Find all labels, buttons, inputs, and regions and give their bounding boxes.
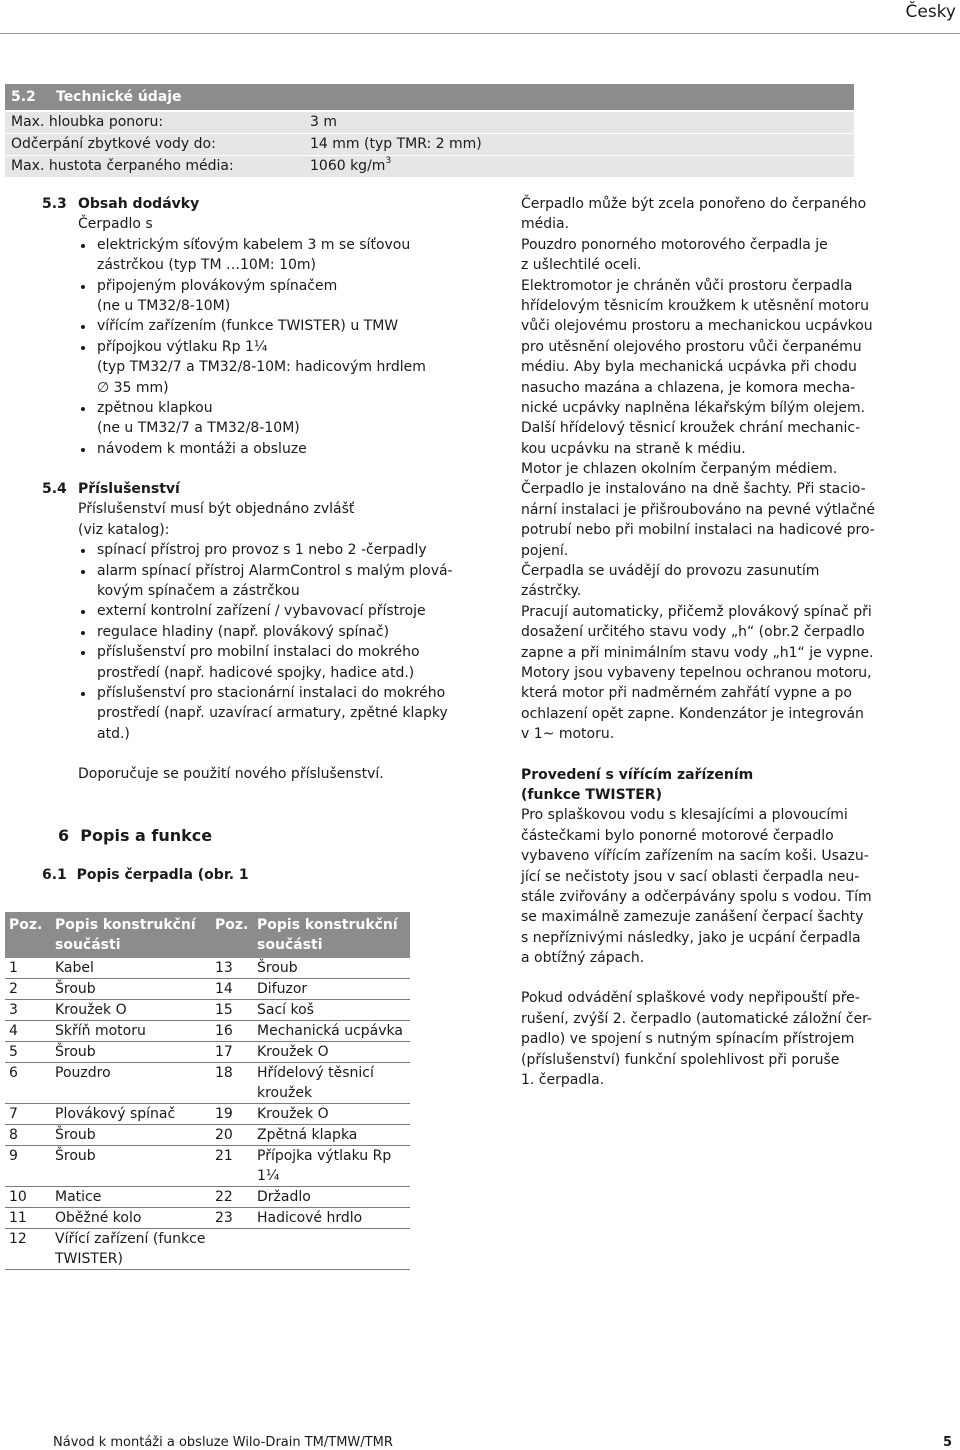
text-line: (viz katalog): (78, 521, 170, 538)
text-line: 1. čerpadla. (521, 1072, 605, 1089)
text-line: (příslušenství) funkční spolehlivost při poruše (521, 1051, 840, 1068)
section-number: 5.4 (42, 481, 67, 498)
table-cell: Šroub (51, 979, 211, 1000)
text-line: z ušlechtilé oceli. (521, 257, 642, 274)
text-line: Čerpadla se uvádějí do provozu zasunutím (521, 563, 820, 580)
table-cell: Šroub (51, 1146, 211, 1187)
header-divider (0, 33, 960, 34)
bullet-item: regulace hladiny (např. plovákový spínač) (78, 622, 498, 642)
table-cell: 8 (5, 1125, 51, 1146)
spec-value-text: 1060 kg/m (310, 158, 386, 174)
text-line: ochlazení opět zapne. Kondenzátor je integrován (521, 705, 864, 722)
text-line: Čerpadlo může být zcela ponořeno do čerpaného (521, 196, 867, 212)
table-cell: 17 (211, 1042, 253, 1063)
text-line: Motory jsou vybaveny tepelnou ochranou motoru, (521, 664, 872, 681)
bullet-item: přípojkou výtlaku Rp 1¼ (78, 337, 498, 357)
text-line: Motor je chlazen okolním čerpaným médiem. (521, 461, 838, 478)
table-row (5, 958, 410, 979)
bullet-item: příslušenství pro mobilní instalaci do mokrého (78, 642, 498, 662)
text-line: zástrčkou (typ TM …10M: 10m) (97, 257, 316, 274)
table-cell: Hřídelový těsnicí kroužek (253, 1063, 410, 1104)
table-row (5, 1042, 410, 1063)
text-line: média. (521, 216, 570, 233)
text-line: částečkami bylo ponorné motorové čerpadlo (521, 827, 834, 844)
table-cell: 11 (5, 1208, 51, 1229)
column-header: Popis konstrukční součásti (55, 917, 196, 953)
table-row (5, 1000, 410, 1021)
text-line: s nepříznivými následky, jako je ucpání čerpadla (521, 929, 861, 946)
text-line: jící se nečistoty jsou v sací oblasti čerpadla neu- (521, 868, 860, 885)
text-line: rušení, zvýší 2. čerpadlo (automatické záložní čer- (521, 1010, 872, 1027)
bullet-item: připojeným plovákovým spínačem (78, 276, 498, 296)
table-cell: Zpětná klapka (253, 1125, 410, 1146)
text-line: prostředí (např. uzavírací armatury, zpětné klapky (97, 705, 448, 722)
table-cell: 5 (5, 1042, 51, 1063)
table-cell: 3 (5, 1000, 51, 1021)
column-header: Poz. (215, 917, 249, 933)
delivery-list (78, 214, 498, 459)
text-line: (funkce TWISTER) (521, 786, 662, 803)
column-header: Poz. (9, 917, 43, 933)
text-line: pro utěsnění olejového prostoru vůči čerpanému (521, 338, 862, 355)
recommendation-text: Doporučuje se použití nového příslušenství. (78, 766, 384, 783)
right-column (521, 194, 951, 1090)
text-line: pojení. (521, 542, 569, 559)
section-title: Příslušenství (78, 481, 180, 498)
spec-label: Max. hloubka ponoru: (11, 114, 164, 130)
table-cell: Difuzor (253, 979, 410, 1000)
text-line: Pouzdro ponorného motorového čerpadla je (521, 236, 828, 253)
table-cell: 18 (211, 1063, 253, 1104)
text-line: nární instalaci je přišroubováno na pevné výtlačné (521, 501, 876, 518)
text-line: zástrčky. (521, 583, 582, 600)
table-cell: 4 (5, 1021, 51, 1042)
table-cell: 21 (211, 1146, 253, 1187)
spec-value-text: 3 m (310, 114, 337, 130)
spec-section-header (5, 84, 854, 110)
table-cell: 19 (211, 1104, 253, 1125)
spec-row (5, 156, 854, 177)
text-line: nické ucpávky naplněna lékařským bílým olejem. (521, 399, 866, 416)
section-number: 5.2 (11, 89, 36, 105)
text-line: Čerpadlo s (78, 216, 153, 233)
table-cell: Kroužek O (253, 1042, 410, 1063)
spec-value (310, 156, 391, 177)
spec-table (5, 112, 854, 178)
twister-heading (521, 765, 951, 806)
section-title: Obsah dodávky (78, 196, 200, 212)
table-cell: Skříň motoru (51, 1021, 211, 1042)
text-line: prostředí (např. hadicové spojky, hadice atd.) (97, 664, 415, 681)
table-row (5, 1146, 410, 1187)
text-line: stále zviřovány a odčerpávány spolu s vodou. Tím (521, 888, 872, 905)
text-line: ∅ 35 mm) (97, 379, 169, 396)
section-heading-6 (58, 826, 212, 845)
section-heading-5-4 (42, 479, 498, 499)
table-cell: Hadicové hrdlo (253, 1208, 410, 1229)
table-row (5, 1125, 410, 1146)
table-cell (253, 1229, 410, 1270)
text-line: (typ TM32/7 a TM32/8-10M: hadicovým hrdlem (97, 359, 426, 376)
text-line: hřídelovým těsnicím kroužkem k utěsnění motoru (521, 297, 870, 314)
bullet-item: vířícím zařízením (funkce TWISTER) u TMW (78, 316, 498, 336)
table-cell: 14 (211, 979, 253, 1000)
text-line: zapne a při minimálním stavu vody „h1“ je vypne. (521, 644, 874, 661)
text-line: Pracují automaticky, přičemž plovákový spínač při (521, 603, 872, 620)
text-line: Pokud odvádění splaškové vody nepřipouští pře- (521, 990, 860, 1007)
table-cell: 22 (211, 1187, 253, 1208)
text-line: kovým spínačem a zástrčkou (97, 583, 300, 600)
parts-table (5, 912, 410, 1270)
table-cell: Pouzdro (51, 1063, 211, 1104)
text-line: (ne u TM32/8-10M) (97, 297, 231, 314)
table-cell: 23 (211, 1208, 253, 1229)
text-line: potrubí nebo při mobilní instalaci na hadicové pro- (521, 522, 875, 539)
text-line: dosažení určitého stavu vody „h“ (obr.2 čerpadlo (521, 624, 865, 641)
table-cell: 1 (5, 958, 51, 979)
table-cell: 15 (211, 1000, 253, 1021)
bullet-item: alarm spínací přístroj AlarmControl s malým plová- (78, 561, 498, 581)
table-cell: 7 (5, 1104, 51, 1125)
table-cell: Plovákový spínač (51, 1104, 211, 1125)
table-cell: 16 (211, 1021, 253, 1042)
table-cell: 2 (5, 979, 51, 1000)
bullet-item: spínací přístroj pro provoz s 1 nebo 2 -čerpadly (78, 540, 498, 560)
table-row (5, 1208, 410, 1229)
bullet-item: externí kontrolní zařízení / vybavovací přístroje (78, 601, 498, 621)
table-row (5, 1063, 410, 1104)
text-line: která motor při nadměrném zahřátí vypne a po (521, 685, 852, 702)
text-line: Elektromotor je chráněn vůči prostoru čerpadla (521, 277, 853, 294)
table-cell: 13 (211, 958, 253, 979)
text-line: nasucho mazána a chlazena, je komora mecha- (521, 379, 856, 396)
backup-pump-description (521, 988, 951, 1090)
table-row (5, 1187, 410, 1208)
text-line: a obtížný zápach. (521, 950, 645, 967)
text-line: padlo) ve spojení s nutným spínacím přístrojem (521, 1031, 855, 1048)
table-cell: 20 (211, 1125, 253, 1146)
spec-label: Max. hustota čerpaného média: (11, 158, 234, 174)
table-cell: Šroub (51, 1125, 211, 1146)
text-line: vůči olejovému prostoru a mechanickou ucpávkou (521, 318, 873, 335)
spec-value-superscript: 3 (385, 156, 392, 166)
twister-description (521, 805, 951, 968)
section-heading-6-1 (42, 867, 249, 883)
table-row (5, 1104, 410, 1125)
spec-value (310, 112, 337, 133)
table-cell: Šroub (253, 958, 410, 979)
spec-row (5, 134, 854, 155)
table-cell: Oběžné kolo (51, 1208, 211, 1229)
spec-value (310, 134, 482, 155)
section-title: Popis a funkce (80, 826, 213, 845)
text-line: (ne u TM32/7 a TM32/8-10M) (97, 420, 300, 437)
table-cell: Kabel (51, 958, 211, 979)
footer-text: Návod k montáži a obsluze Wilo-Drain TM/TMW/TMR (53, 1435, 393, 1450)
section-heading-5-3 (42, 194, 498, 214)
text-line: médiu. Aby byla mechanická ucpávka při chodu (521, 359, 857, 376)
table-header-row (5, 912, 410, 958)
section-number: 5.3 (42, 196, 67, 212)
table-row (5, 1021, 410, 1042)
accessories-list (78, 499, 498, 744)
table-cell: Držadlo (253, 1187, 410, 1208)
spec-label: Odčerpání zbytkové vody do: (11, 136, 216, 152)
table-cell: Přípojka výtlaku Rp 1¼ (253, 1146, 410, 1187)
bullet-item: příslušenství pro stacionární instalaci do mokrého (78, 683, 498, 703)
spec-value-text: 14 mm (typ TMR: 2 mm) (310, 136, 482, 152)
table-cell (211, 1229, 253, 1270)
section-number: 6.1 (42, 867, 67, 883)
text-line: vybaveno vířícím zařízením na sacím koši. Usazu- (521, 848, 869, 865)
section-title: Technické údaje (56, 89, 182, 105)
text-line: Další hřídelový těsnicí kroužek chrání mechanic- (521, 420, 861, 437)
table-cell: 6 (5, 1063, 51, 1104)
bullet-item: zpětnou klapkou (78, 398, 498, 418)
bullet-item: elektrickým síťovým kabelem 3 m se síťovou (78, 235, 498, 255)
text-line: atd.) (97, 725, 130, 742)
text-line: Příslušenství musí být objednáno zvlášť (78, 501, 355, 518)
table-cell: Kroužek O (253, 1104, 410, 1125)
section-title: Popis čerpadla (obr. 1 (76, 867, 249, 883)
text-line: Provedení s vířícím zařízením (521, 766, 754, 783)
table-cell: Mechanická ucpávka (253, 1021, 410, 1042)
table-cell: 10 (5, 1187, 51, 1208)
pump-description (521, 194, 951, 745)
left-column (42, 194, 498, 785)
table-cell: 12 (5, 1229, 51, 1270)
column-header: Popis konstrukční součásti (257, 917, 398, 953)
table-cell: Matice (51, 1187, 211, 1208)
spec-row (5, 112, 854, 133)
text-line: Čerpadlo je instalováno na dně šachty. Při stacio- (521, 481, 866, 498)
table-cell: Kroužek O (51, 1000, 211, 1021)
table-row (5, 1229, 410, 1270)
language-label: Česky (905, 2, 956, 22)
table-cell: 9 (5, 1146, 51, 1187)
table-cell: Sací koš (253, 1000, 410, 1021)
table-cell: Vířící zařízení (funkce TWISTER) (51, 1229, 211, 1270)
text-line: kou ucpávku na straně k médiu. (521, 440, 746, 457)
table-cell: Šroub (51, 1042, 211, 1063)
table-row (5, 979, 410, 1000)
text-line: Pro splaškovou vodu s klesajícími a plovoucími (521, 807, 848, 824)
page-number: 5 (942, 1435, 952, 1450)
text-line: v 1~ motoru. (521, 726, 615, 743)
section-number: 6 (58, 826, 70, 845)
text-line: se maximálně zamezuje zanášení čerpací šachty (521, 909, 864, 926)
bullet-item: návodem k montáži a obsluze (78, 439, 498, 459)
